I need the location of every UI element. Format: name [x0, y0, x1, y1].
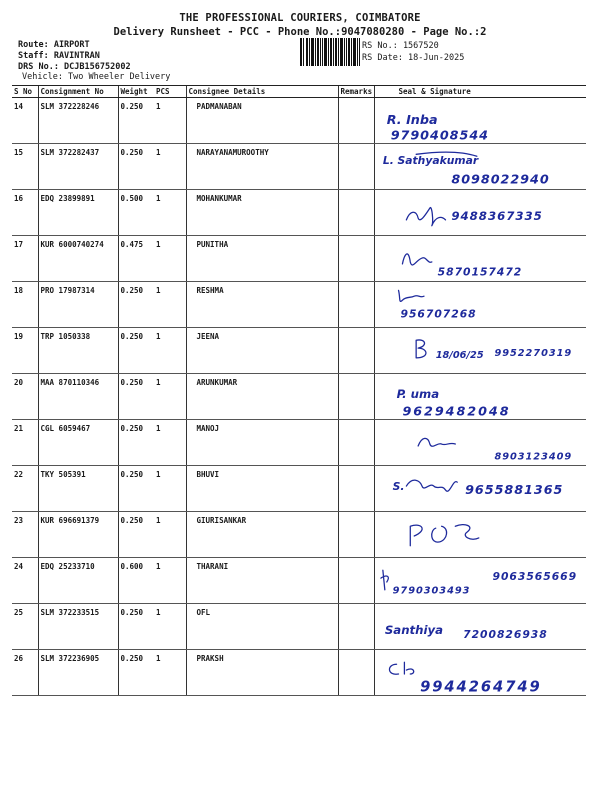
row-sno: 21	[12, 420, 38, 466]
row-remarks	[338, 98, 374, 144]
row-consignee: RESHMA	[186, 282, 338, 328]
row-sno: 14	[12, 98, 38, 144]
signature-drawing	[377, 654, 585, 695]
row-sno: 20	[12, 374, 38, 420]
rs-number: RS No.: 1567520	[362, 41, 439, 51]
row-pcs: 1	[154, 558, 186, 604]
signature-text: 9063565669	[491, 570, 577, 584]
col-weight: Weight	[118, 86, 154, 98]
table-row	[12, 374, 586, 420]
row-weight: 0.500	[118, 190, 154, 236]
row-weight: 0.250	[118, 420, 154, 466]
signature-text: Santhiya	[384, 622, 443, 637]
row-consignment: KUR 696691379	[38, 512, 118, 558]
staff-label: Staff: RAVINTRAN	[18, 51, 100, 61]
signature-drawing	[377, 332, 585, 373]
row-consignee: GIURISANKAR	[186, 512, 338, 558]
row-remarks	[338, 558, 374, 604]
col-consignment: Consignment No	[38, 86, 118, 98]
signature-phone: 9952270319	[493, 347, 572, 359]
signature-drawing	[377, 562, 585, 603]
table-row	[12, 512, 586, 558]
row-signature	[374, 374, 586, 420]
signature-drawing	[377, 194, 585, 235]
row-consignment: KUR 6000740274	[38, 236, 118, 282]
rs-date: RS Date: 18-Jun-2025	[362, 53, 465, 63]
table-row	[12, 328, 586, 374]
signature-drawing	[377, 378, 585, 419]
signature-phone: 9629482048	[401, 403, 511, 419]
row-consignee: MOHANKUMAR	[186, 190, 338, 236]
row-signature	[374, 650, 586, 696]
signature-drawing	[377, 148, 585, 189]
row-remarks	[338, 650, 374, 696]
row-consignee: THARANI	[186, 558, 338, 604]
table-row	[12, 190, 586, 236]
row-weight: 0.250	[118, 98, 154, 144]
row-consignee: PRAKSH	[186, 650, 338, 696]
table-row	[12, 282, 586, 328]
row-signature	[374, 236, 586, 282]
row-sno: 17	[12, 236, 38, 282]
row-pcs: 1	[154, 374, 186, 420]
signature-phone: 5870157472	[437, 265, 522, 279]
row-signature	[374, 466, 586, 512]
table-row	[12, 98, 586, 144]
table-header	[12, 86, 586, 98]
signature-phone: 8903123409	[493, 451, 572, 463]
row-weight: 0.250	[118, 512, 154, 558]
table-row	[12, 650, 586, 696]
row-sno: 15	[12, 144, 38, 190]
row-signature	[374, 558, 586, 604]
row-sno: 24	[12, 558, 38, 604]
row-consignment: PRO 17987314	[38, 282, 118, 328]
row-remarks	[338, 604, 374, 650]
signature-drawing	[377, 286, 585, 327]
row-sno: 26	[12, 650, 38, 696]
row-sno: 25	[12, 604, 38, 650]
barcode-icon	[300, 38, 360, 66]
row-weight: 0.250	[118, 328, 154, 374]
vehicle-label: Vehicle: Two Wheeler Delivery	[22, 72, 171, 82]
row-sno: 19	[12, 328, 38, 374]
route-label: Route: AIRPORT	[18, 40, 90, 50]
col-sno: S No	[12, 86, 38, 98]
row-sno: 23	[12, 512, 38, 558]
row-pcs: 1	[154, 512, 186, 558]
col-signature: Seal & Signature	[374, 86, 586, 98]
row-pcs: 1	[154, 98, 186, 144]
row-consignee: ARUNKUMAR	[186, 374, 338, 420]
table-row	[12, 604, 586, 650]
signature-drawing	[377, 240, 585, 281]
row-weight: 0.250	[118, 282, 154, 328]
table-row	[12, 420, 586, 466]
signature-phone: 7200826938	[462, 627, 548, 641]
row-sno: 18	[12, 282, 38, 328]
row-consignee: MANOJ	[186, 420, 338, 466]
signature-phone: 8098022940	[450, 171, 550, 187]
signature-drawing	[377, 470, 585, 511]
row-signature	[374, 512, 586, 558]
table-row	[12, 558, 586, 604]
row-weight: 0.250	[118, 466, 154, 512]
row-remarks	[338, 144, 374, 190]
row-consignee: PADMANABAN	[186, 98, 338, 144]
row-signature	[374, 420, 586, 466]
row-consignment: SLM 372233515	[38, 604, 118, 650]
row-remarks	[338, 420, 374, 466]
signature-text: R. Inba	[386, 111, 438, 127]
row-remarks	[338, 190, 374, 236]
row-remarks	[338, 374, 374, 420]
drs-number: DRS No.: DCJB156752002	[18, 62, 131, 72]
row-consignment: EDQ 25233710	[38, 558, 118, 604]
row-consignment: MAA 870110346	[38, 374, 118, 420]
row-pcs: 1	[154, 328, 186, 374]
row-consignee: JEENA	[186, 328, 338, 374]
row-weight: 0.250	[118, 144, 154, 190]
row-consignment: CGL 6059467	[38, 420, 118, 466]
row-weight: 0.250	[118, 604, 154, 650]
row-pcs: 1	[154, 650, 186, 696]
row-consignment: TKY 505391	[38, 466, 118, 512]
signature-phone: 956707268	[399, 307, 477, 321]
signature-phone: 9655881365	[464, 481, 563, 497]
signature-text: 18/06/25	[435, 349, 484, 361]
row-consignment: SLM 372236905	[38, 650, 118, 696]
table-row	[12, 144, 586, 190]
signature-phone: 9944264749	[419, 678, 542, 695]
row-weight: 0.475	[118, 236, 154, 282]
runsheet-subtitle: Delivery Runsheet - PCC - Phone No.:9047080280 - Page No.:2	[113, 26, 487, 38]
row-weight: 0.250	[118, 650, 154, 696]
row-signature	[374, 282, 586, 328]
row-consignee: OFL	[186, 604, 338, 650]
row-consignee: BHUVI	[186, 466, 338, 512]
signature-text: L. Sathyakumar	[382, 154, 478, 168]
row-remarks	[338, 236, 374, 282]
signature-phone: 9488367335	[450, 208, 543, 223]
row-consignment: SLM 372228246	[38, 98, 118, 144]
row-consignment: SLM 372282437	[38, 144, 118, 190]
row-signature	[374, 190, 586, 236]
row-signature	[374, 98, 586, 144]
row-consignment: TRP 1050338	[38, 328, 118, 374]
signature-drawing	[377, 516, 585, 557]
row-pcs: 1	[154, 466, 186, 512]
table-row	[12, 466, 586, 512]
signature-phone: 9790303493	[392, 585, 470, 597]
signature-drawing	[377, 424, 585, 465]
row-remarks	[338, 466, 374, 512]
row-remarks	[338, 282, 374, 328]
row-sno: 22	[12, 466, 38, 512]
row-weight: 0.600	[118, 558, 154, 604]
col-remarks: Remarks	[338, 86, 374, 98]
row-pcs: 1	[154, 144, 186, 190]
company-title: THE PROFESSIONAL COURIERS, COIMBATORE	[179, 12, 421, 24]
row-consignment: EDQ 23899891	[38, 190, 118, 236]
row-signature	[374, 328, 586, 374]
signature-text: P. uma	[396, 387, 439, 402]
row-sno: 16	[12, 190, 38, 236]
row-signature	[374, 144, 586, 190]
row-consignee: PUNITHA	[186, 236, 338, 282]
col-pcs: PCS	[154, 86, 186, 98]
runsheet-table	[12, 85, 586, 696]
row-remarks	[338, 328, 374, 374]
row-pcs: 1	[154, 190, 186, 236]
row-pcs: 1	[154, 236, 186, 282]
row-weight: 0.250	[118, 374, 154, 420]
signature-phone: 9790408544	[390, 127, 489, 143]
row-pcs: 1	[154, 420, 186, 466]
signature-text: S.	[392, 480, 404, 494]
table-row	[12, 236, 586, 282]
row-signature	[374, 604, 586, 650]
row-consignee: NARAYANAMUROOTHY	[186, 144, 338, 190]
row-pcs: 1	[154, 604, 186, 650]
row-remarks	[338, 512, 374, 558]
col-consignee: Consignee Details	[186, 86, 338, 98]
row-pcs: 1	[154, 282, 186, 328]
signature-drawing	[377, 102, 585, 143]
signature-drawing	[377, 608, 585, 649]
